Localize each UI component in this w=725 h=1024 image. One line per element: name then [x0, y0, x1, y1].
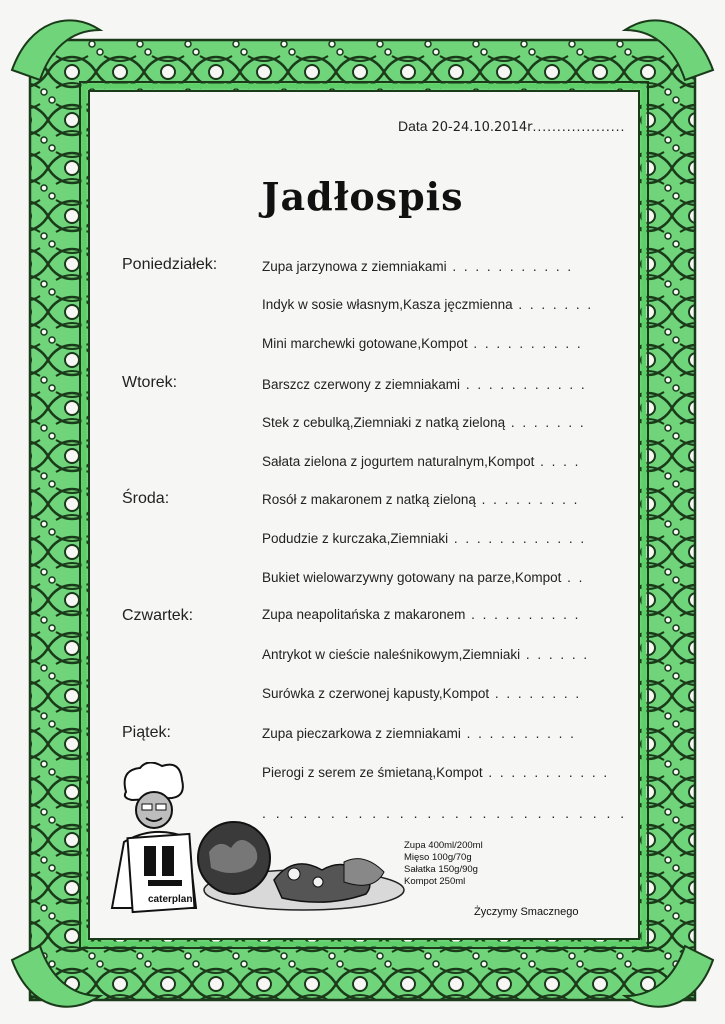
menu-item: Bukiet wielowarzywny gotowany na parze,Kompot . . [262, 570, 585, 585]
portion-soup: Zupa 400ml/200ml [404, 840, 483, 851]
menu-item: Rosół z makaronem z natką zieloną . . . . . . . . . [262, 492, 580, 507]
menu-item: Pierogi z serem ze śmietaną,Kompot . . . . . . . . . . . [262, 765, 610, 780]
dish-name: Sałata zielona z jogurtem naturalnym,Kompot [262, 454, 535, 469]
day-monday: Poniedziałek: [122, 256, 218, 273]
date-line [398, 118, 625, 135]
menu-item: Sałata zielona z jogurtem naturalnym,Kompot . . . . [262, 454, 581, 469]
menu-item: Surówka z czerwonej kapusty,Kompot . . . . . . . . [262, 686, 582, 701]
page-title: Jadłospis [261, 174, 464, 219]
dish-name: Indyk w sosie własnym,Kasza jęczmienna [262, 297, 513, 312]
caterplan-logo-text: caterplan [148, 894, 193, 905]
menu-item: Indyk w sosie własnym,Kasza jęczmienna . . . . . . . [262, 297, 594, 312]
menu-item: Zupa neapolitańska z makaronem . . . . . . . . . . [262, 607, 581, 622]
dish-name: Zupa pieczarkowa z ziemniakami [262, 726, 461, 741]
dish-name: Barszcz czerwony z ziemniakami [262, 377, 461, 392]
menu-item: Mini marchewki gotowane,Kompot . . . . . . . . . . [262, 336, 583, 351]
dish-name: Podudzie z kurczaka,Ziemniaki [262, 531, 449, 546]
menu-item: Podudzie z kurczaka,Ziemniaki . . . . . . . . . . . . [262, 531, 587, 546]
dish-name: Bukiet wielowarzywny gotowany na parze,Kompot [262, 570, 562, 585]
portion-sizes [404, 840, 483, 888]
chef-illustration [104, 762, 409, 918]
dish-name: Rosół z makaronem z natką zieloną [262, 492, 476, 507]
date-value: 20-24.10.2014r [431, 120, 533, 135]
portion-meat: Mięso 100g/70g [404, 852, 472, 863]
dish-name: Pierogi z serem ze śmietaną,Kompot [262, 765, 483, 780]
menu-item: Antrykot w cieście naleśnikowym,Ziemniaki . . . . . . [262, 647, 590, 662]
menu-item: Stek z cebulką,Ziemniaki z natką zieloną . . . . . . . [262, 415, 586, 430]
menu-item: Barszcz czerwony z ziemniakami . . . . . . . . . . . [262, 377, 587, 392]
portion-salad: Sałatka 150g/90g [404, 864, 478, 875]
dish-name: Surówka z czerwonej kapusty,Kompot [262, 686, 490, 701]
day-thursday: Czwartek: [122, 607, 194, 624]
day-tuesday: Wtorek: [122, 374, 178, 391]
dish-name: Zupa jarzynowa z ziemniakami [262, 259, 447, 274]
closing-wish: Życzymy Smacznego [474, 906, 579, 918]
day-friday: Piątek: [122, 724, 171, 741]
dish-name: Zupa neapolitańska z makaronem [262, 607, 466, 622]
dish-name: Stek z cebulką,Ziemniaki z natką zieloną [262, 415, 506, 430]
menu-item: Zupa jarzynowa z ziemniakami . . . . . . . . . . . [262, 259, 574, 274]
blank-dotted-line: . . . . . . . . . . . . . . . . . . . . . . . . . . . [262, 805, 628, 821]
dish-name: Mini marchewki gotowane,Kompot [262, 336, 468, 351]
portion-compote: Kompot 250ml [404, 876, 466, 887]
dish-name: Antrykot w cieście naleśnikowym,Ziemniaki [262, 647, 521, 662]
date-dots: ................... [532, 118, 626, 134]
date-label: Data [398, 118, 428, 134]
menu-item: Zupa pieczarkowa z ziemniakami . . . . . . . . . . [262, 726, 576, 741]
day-wednesday: Środa: [122, 490, 170, 507]
